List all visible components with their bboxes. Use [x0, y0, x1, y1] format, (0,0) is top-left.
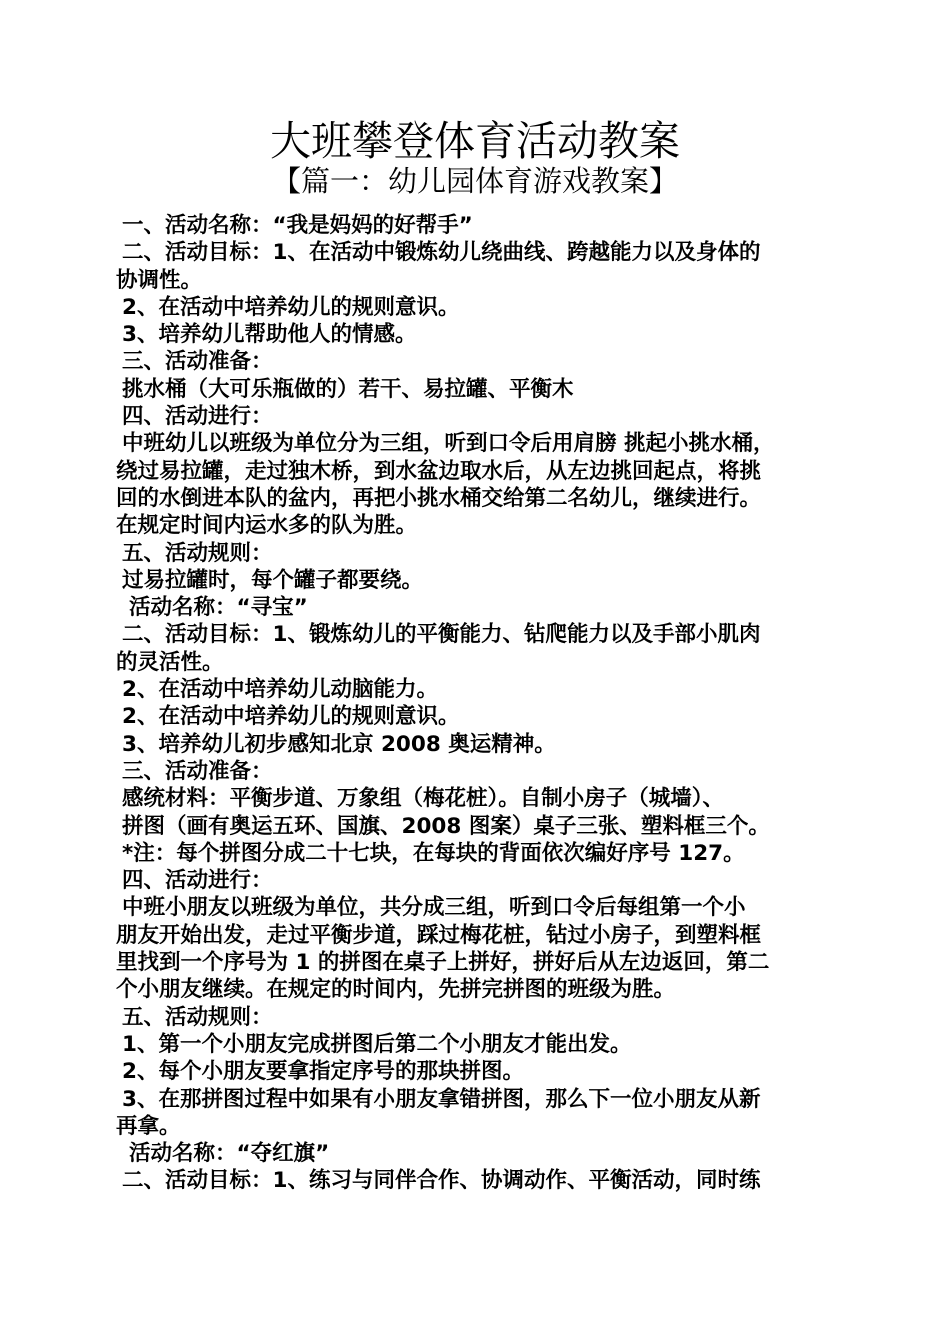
text-line: *注：每个拼图分成二十七块，在每块的背面依次编好序号 127。: [122, 840, 745, 866]
text-line: 过易拉罐时，每个罐子都要绕。: [122, 567, 424, 593]
text-line: 二、活动目标：1、练习与同伴合作、协调动作、平衡活动，同时练: [122, 1168, 761, 1194]
text-line: 绕过易拉罐，走过独木桥，到水盆边取水后，从左边挑回起点，将挑: [116, 458, 762, 484]
text-line: 中班小朋友以班级为单位，共分成三组，听到口令后每组第一个小: [122, 895, 746, 921]
text-line: 3、在那拼图过程中如果有小朋友拿错拼图，那么下一位小朋友从新: [122, 1086, 761, 1112]
text-line: 中班幼儿以班级为单位分为三组，听到口令后用肩膀 挑起小挑水桶，: [122, 431, 775, 457]
text-line: 二、活动目标：1、锻炼幼儿的平衡能力、钻爬能力以及手部小肌肉: [122, 622, 761, 648]
text-line: 挑水桶（大可乐瓶做的）若干、易拉罐、平衡木: [122, 376, 574, 402]
text-line: 回的水倒进本队的盆内，再把小挑水桶交给第二名幼儿，继续进行。: [116, 485, 762, 511]
text-line: 再拿。: [116, 1113, 181, 1139]
text-line: 2、在活动中培养幼儿的规则意识。: [122, 704, 460, 730]
text-line: 三、活动准备：: [122, 758, 273, 784]
text-line: 四、活动进行：: [122, 404, 273, 430]
text-line: 2、在活动中培养幼儿动脑能力。: [122, 677, 438, 703]
text-line: 在规定时间内运水多的队为胜。: [116, 513, 418, 539]
text-line: 拼图（画有奥运五环、国旗、2008 图案）桌子三张、塑料框三个。: [122, 813, 770, 839]
text-line: 五、活动规则：: [122, 540, 273, 566]
text-line: 3、培养幼儿帮助他人的情感。: [122, 322, 417, 348]
text-line: 协调性。: [116, 267, 203, 293]
document-subtitle: 【篇一：幼儿园体育游戏教案】: [271, 164, 678, 198]
text-line: 2、在活动中培养幼儿的规则意识。: [122, 294, 460, 320]
text-line: 活动名称：“夺红旗”: [129, 1141, 330, 1167]
text-line: 朋友开始出发，走过平衡步道，踩过梅花桩，钻过小房子，到塑料框: [116, 922, 762, 948]
text-line: 2、每个小朋友要拿指定序号的那块拼图。: [122, 1059, 524, 1085]
text-line: 3、培养幼儿初步感知北京 2008 奥运精神。: [122, 731, 556, 757]
text-line: 四、活动进行：: [122, 868, 273, 894]
text-line: 里找到一个序号为 1 的拼图在桌子上拼好，拼好后从左边返回，第二: [116, 950, 770, 976]
text-line: 1、第一个小朋友完成拼图后第二个小朋友才能出发。: [122, 1031, 632, 1057]
text-line: 的灵活性。: [116, 649, 224, 675]
document-title: 大班攀登体育活动教案: [270, 117, 680, 165]
document-body: [116, 212, 836, 1195]
text-line: 个小朋友继续。在规定的时间内，先拼完拼图的班级为胜。: [116, 977, 676, 1003]
text-line: 三、活动准备：: [122, 349, 273, 375]
text-line: 五、活动规则：: [122, 1004, 273, 1030]
text-line: 感统材料：平衡步道、万象组（梅花桩）。自制小房子（城墙）、: [122, 786, 725, 812]
text-line: 二、活动目标：1、在活动中锻炼幼儿绕曲线、跨越能力以及身体的: [122, 240, 761, 266]
text-line: 活动名称：“寻宝”: [129, 595, 308, 621]
text-line: 一、活动名称：“我是妈妈的好帮手”: [122, 213, 473, 238]
